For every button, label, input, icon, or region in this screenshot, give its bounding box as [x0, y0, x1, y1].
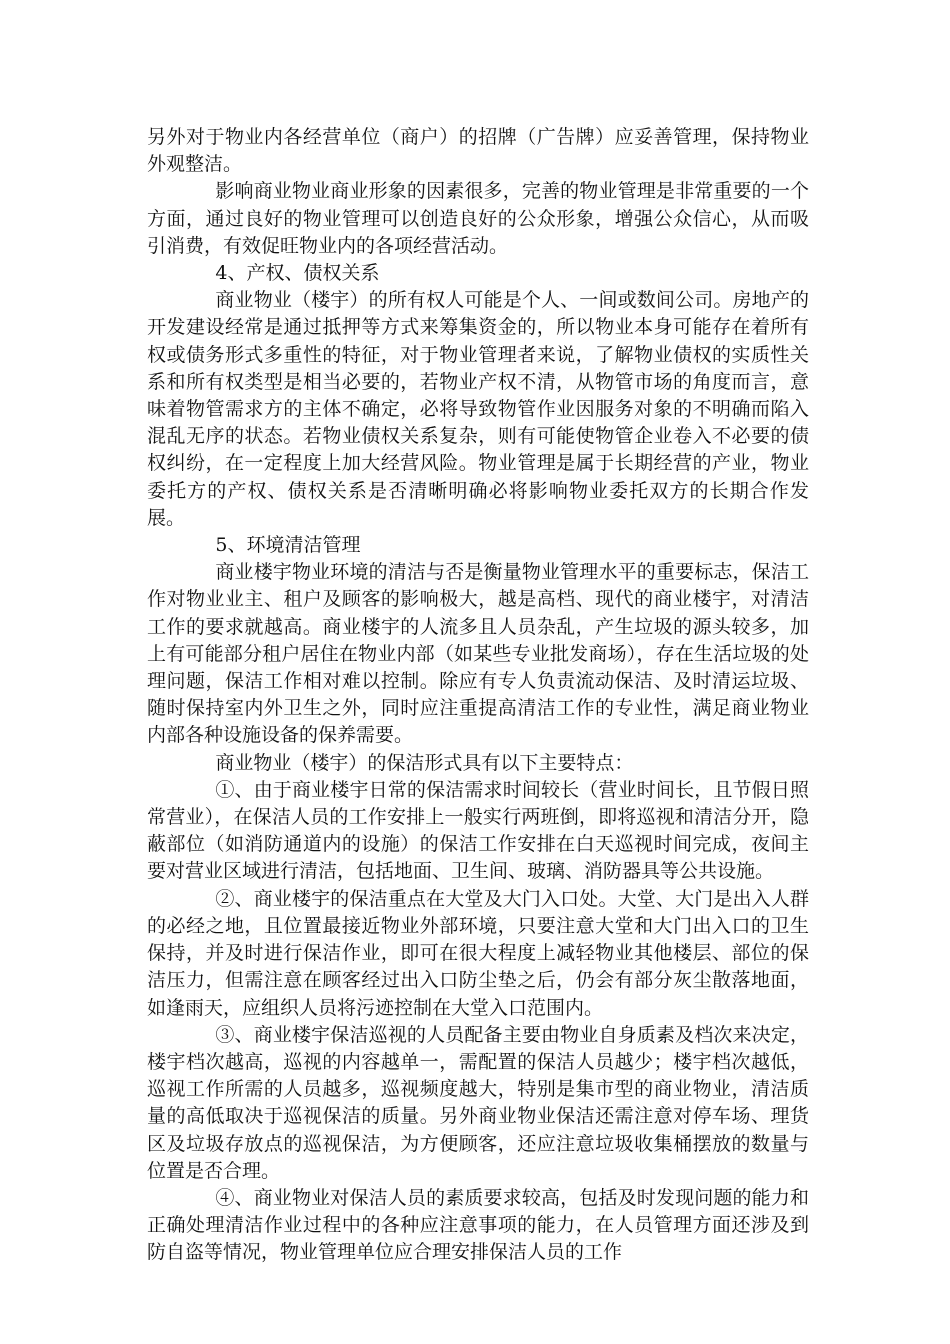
paragraph-cleaning-features-intro: 商业物业（楼宇）的保洁形式具有以下主要特点： [215, 751, 634, 774]
list-item-feature-2: ②、商业楼宇的保洁重点在大堂及大门入口处。大堂、大门是出入人群的必经之地，且位置最接近物业外部环境，只要注意大堂和大门出入口的卫生保持，并及时进行保洁作业，即可在很大程度上减轻物业其他楼层、部位的保洁压力，但需注意在顾客经过出入口防尘垫之后，仍会有部分灰尘散落地面，如逢雨天，应组织人员将污迹控制在大堂入口范围内。 [147, 887, 809, 1019]
document-body [147, 124, 809, 1267]
section-heading-property-rights: 4、产权、债权关系 [215, 262, 380, 285]
paragraph-property-rights: 商业物业（楼宇）的所有权人可能是个人、一间或数间公司。房地产的开发建设经常是通过抵押等方式来筹集资金的，所以物业本身可能存在着所有权或债务形式多重性的特征，对于物业管理者来说，了解物业债权的实质性关系和所有权类型是相当必要的，若物业产权不清，从物管市场的角度而言，意味着物管需求方的主体不确定，必将导致物管作业因服务对象的不明确而陷入混乱无序的状态。若物业债权关系复杂，则有可能使物管企业卷入不必要的债权纠纷，在一定程度上加大经营风险。物业管理是属于长期经营的产业，物业委托方的产权、债权关系是否清晰明确必将影响物业委托双方的长期合作发展。 [147, 289, 809, 529]
list-item-feature-4: ④、商业物业对保洁人员的素质要求较高，包括及时发现问题的能力和正确处理清洁作业过程中的各种应注意事项的能力，在人员管理方面还涉及到防自盗等情况，物业管理单位应合理安排保洁人员的工作 [147, 1186, 809, 1264]
list-item-feature-1: ①、由于商业楼宇日常的保洁需求时间较长（营业时间长，且节假日照常营业），在保洁人员的工作安排上一般实行两班倒，即将巡视和清洁分开，隐蔽部位（如消防通道内的设施）的保洁工作安排在白天巡视时间完成，夜间主要对营业区域进行清洁，包括地面、卫生间、玻璃、消防器具等公共设施。 [147, 778, 809, 883]
paragraph-cleaning: 商业楼宇物业环境的清洁与否是衡量物业管理水平的重要标志，保洁工作对物业业主、租户及顾客的影响极大，越是高档、现代的商业楼宇，对清洁工作的要求就越高。商业楼宇的人流多且人员杂乱，产生垃圾的源头较多，加上有可能部分租户居住在物业内部（如某些专业批发商场），存在生活垃圾的处理问题，保洁工作相对难以控制。除应有专人负责流动保洁、及时清运垃圾、随时保持室内外卫生之外，同时应注重提高清洁工作的专业性，满足商业物业内部各种设施设备的保养需要。 [147, 561, 809, 747]
list-item-feature-3: ③、商业楼宇保洁巡视的人员配备主要由物业自身质素及档次来决定，楼宇档次越高，巡视的内容越单一，需配置的保洁人员越少；楼宇档次越低，巡视工作所需的人员越多，巡视频度越大，特别是集市型的商业物业，清洁质量的高低取决于巡视保洁的质量。另外商业物业保洁还需注意对停车场、理货区及垃圾存放点的巡视保洁，为方便顾客，还应注意垃圾收集桶摆放的数量与位置是否合理。 [147, 1023, 809, 1182]
paragraph-commercial-image: 影响商业物业商业形象的因素很多，完善的物业管理是非常重要的一个方面，通过良好的物业管理可以创造良好的公众形象，增强公众信心，从而吸引消费，有效促旺物业内的各项经营活动。 [147, 180, 809, 257]
paragraph-signage: 另外对于物业内各经营单位（商户）的招牌（广告牌）应妥善管理，保持物业外观整洁。 [147, 126, 809, 176]
section-heading-cleaning: 5、环境清洁管理 [215, 534, 361, 557]
